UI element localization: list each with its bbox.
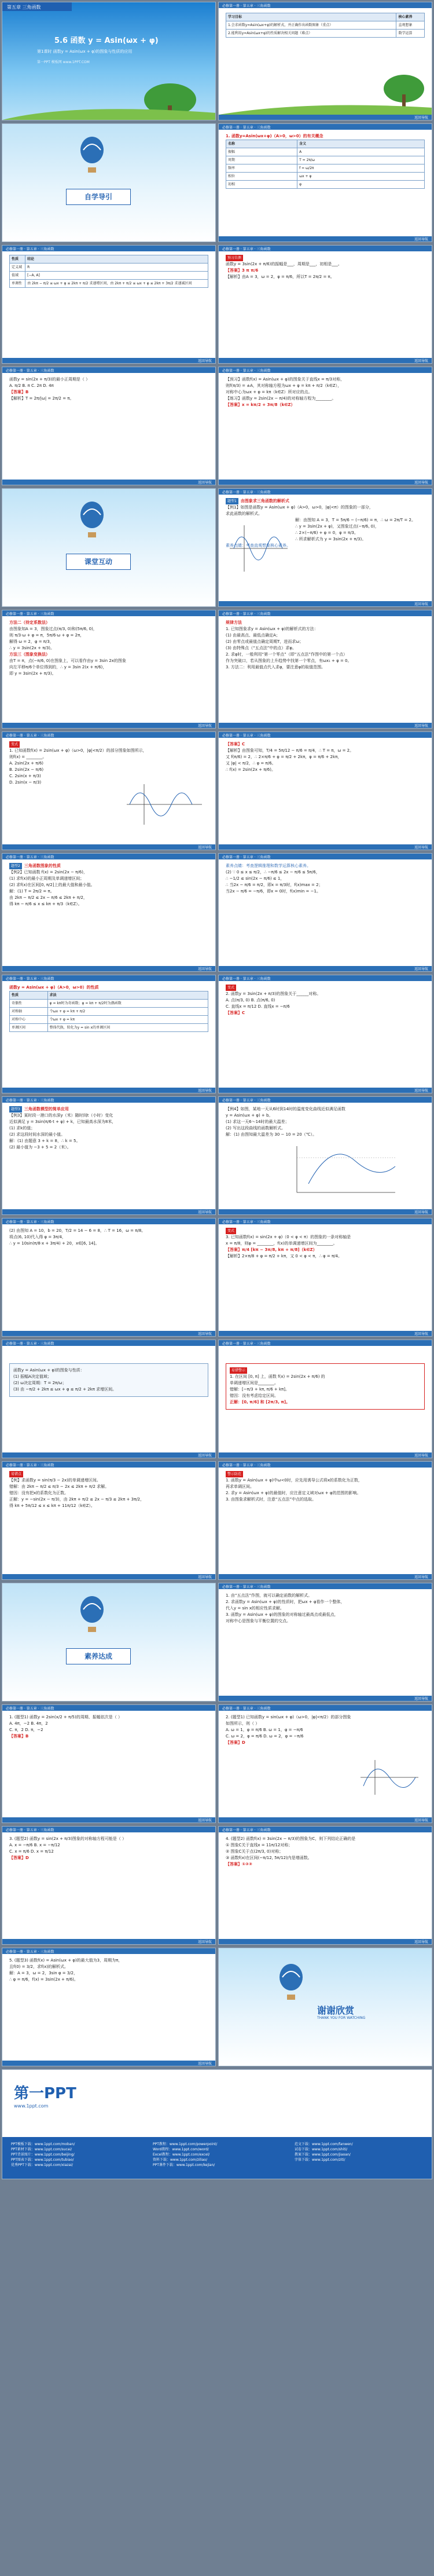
slide-exercise-5: 必修第一册 · 第五章 · 三角函数 5. (题型3) 函数f(x) = Asin(ωx + φ)的最大值为3，周期为π， 且f(0) = 3/2，求f(x)的解析式。 解：A = 3，ω = 2，3sin φ = 3/2， ∴ φ = π/6，f(x) = 3sin(2x + π/6)。 返回导航 (2, 1948, 216, 2066)
slide-warning-2: 必修第一册 · 第五章 · 三角函数 警示防范 1. 函数y = Asin(ωx + φ)中ω<0时，应先用诱导公式将x的系数化为正数， 再求单调区间。 2. 求y = Asin(ωx + φ)的最值时，应注意定义域对ωx + φ的范围的影响。 3. 由图象求解析式时，注意“五点法”中点的选取。 返回导航 (218, 1461, 432, 1580)
concept-title: 1. 函数y=Asin(ωx+φ)（A>0，ω>0）的有关概念 (226, 134, 323, 138)
link[interactable]: PPT背景图片：www.1ppt.com/beijing/ (11, 2153, 75, 2157)
chapter-label: 第五章 三角函数 (7, 5, 41, 10)
tree-landscape (219, 68, 432, 115)
slide-exercise-2: 必修第一册 · 第五章 · 三角函数 2. (题型1) 已知函数y = sin(ωx + φ)（ω>0，|φ|<π/2）的部分图象 如图所示，则（ ） A. ω = 1，φ = π/6 B. ω = 1，φ = −π/6 C. ω = 2，φ = π/6 D. ω = 2，φ = −π/6 【答案】D 返回导航 (218, 1704, 432, 1823)
slide-error-example: 必修第一册 · 第五章 · 三角函数 易错点 【例】求函数y = sin(π/3 − 2x)的单调递增区间。 错解：由 2kπ − π/2 ≤ π/3 − 2x ≤ 2kπ + π/2 求解。 错因：没有把x的系数化为正数。 正解：y = −sin(2x − π/3)，由 2kπ + π/2 ≤ 2x − π/3 ≤ 2kπ + 3π/2， 得 kπ + 5π/12 ≤ x ≤ kπ + 11π/12（k∈Z）。 返回导航 (2, 1461, 216, 1580)
slide-example-1-methods: 必修第一册 · 第五章 · 三角函数 方法二（待定系数法） 由图象知A = 3，图象过点(π/3, 0)和(5π/6, 0)， 则 π/3·ω + φ = π，5π/6·ω + φ = 2π， 解得 ω = 2，φ = π/3， ∴ y = 3sin(2x + π/3)。 方法三（图象变换法） 由T = π，点(−π/6, 0)在图象上，可以看作由y = 3sin 2x的图象 向左平移π/6个单位得到的，∴ y = 3sin 2(x + π/6)， 即 y = 3sin(2x + π/3)。 返回导航 (2, 610, 216, 729)
slide-exercise-3: 必修第一册 · 第五章 · 三角函数 3. (题型2) 函数y = sin(2x + π/3)图象的对称轴方程可能是（ ） A. x = −π/6 B. x = −π/12 C. x = π/6 D. x = π/12 【答案】D 返回导航 (2, 1826, 216, 1945)
slide-preview-check: 必修第一册 · 第五章 · 三角函数 预习自测 函数y = 3sin(2x + π/6)的振幅是___，周期是___，初相是___。 【答案】3 π π/6 【解析】由A = 3，ω = 2，φ = π/6，所以T = 2π/2 = π。 返回导航 (218, 245, 432, 364)
link-band (2, 2137, 432, 2179)
balloon-icon (78, 136, 106, 176)
slide-rules: 必修第一册 · 第五章 · 三角函数 规律方法 1. 已知图象求y = Asin(ωx + φ)的解析式的方法： (1) 由最高点、最低点确定A； (2) 由零点或最值点确定周期T，进而求ω； (3) 由特殊点（“五点法”中的点）求φ。 2. 求φ时，一般利用“第一个零点”（即“五点法”作图中的第一个点） 作为突破口，若从图象的上升趋势中找第一个零点，有ωx₁ + φ = 0。 3. 方法二：利用最值点代入求φ，要注意φ的取值范围。 返回导航 (218, 610, 432, 729)
slide-example-1: 必修第一册 · 第五章 · 三角函数 题型1 由图象求三角函数的解析式 【例1】如图是函数y = Asin(ωx + φ)（A>0，ω>0，|φ|<π）的图象的一部分， 求此函数的解析式。 解：由图知 A = 3，T = 5π/6 − (−π/6) = π，∴ ω = 2π/T = 2。 ∴ y = 3sin(2x + φ)，又图象过点(−π/6, 0)， ∴ 2×(−π/6) + φ = 0，φ = π/3。 ∴ 所求解析式为 y = 3sin(2x + π/3)。 素养点睛：考查直观想象核心素养。 返回导航 (218, 488, 432, 607)
link[interactable]: PPT图表下载：www.1ppt.com/tubiao/ (11, 2158, 74, 2162)
slide-variant-3: 必修第一册 · 第五章 · 三角函数 变式 3. 已知函数f(x) = sin(2x + φ)（0 < φ < π）的图象的一条对称轴是 x = π/8，则φ = ________，f(x)的单调递增区间为________。 【答案】π/4 [kπ − 3π/8, kπ + π/8]（k∈Z） 【解析】2×π/8 + φ = π/2 + kπ，又 0 < φ < π，∴ φ = π/4。 返回导航 (218, 1218, 432, 1337)
link[interactable]: Excel教程：www.1ppt.com/excel/ (153, 2153, 210, 2157)
slide-summary: 必修第一册 · 第五章 · 三角函数 1. 由“五点法”作图，就可以确定函数的解析式。 2. 求函数y = Asin(ωx + φ)的性质时，把ωx + φ看作一个整体， 代入y = sin x的相应性质求解。 3. 函数y = Asin(ωx + φ)的图象的对称轴过最高点或最低点， 对称中心是图象与平衡位置的交点。 返回导航 (218, 1583, 432, 1702)
slide-example-2-cont: 必修第一册 · 第五章 · 三角函数 素养点睛：考查逻辑推理和数学运算核心素养。 (2) ∵ 0 ≤ x ≤ π/2，∴ −π/6 ≤ 2x − π/6 ≤ 5π/6， ∴ −1/2 ≤ sin(2x − π/6) ≤ 1， ∴ 当2x − π/6 = π/2，即x = π/3时，f(x)max = 2； 当2x − π/6 = −π/6，即x = 0时，f(x)min = −1。 返回导航 (218, 853, 432, 972)
slide-example-4-cont: 必修第一册 · 第五章 · 三角函数 (2) 由图知 A = 10，b = 20，T/2 = 14 − 6 = 8，∴ T = 16，ω = π/8。 将点(6, 10)代入得 φ = 3π/4， ∴ y = 10sin(π/8·x + 3π/4) + 20，x∈[6, 14]。 返回导航 (2, 1218, 216, 1337)
slide-properties: 必修第一册 · 第五章 · 三角函数 性质 结论 定义域 R 值域 [−A, A] 单调性 由 2kπ − π/2 ≤ ωx + φ ≤ 2kπ + π/2 求递增区间，由 2kπ + π/2 ≤ ωx + φ ≤ 2kπ + 3π/2 求递减区间 返回导航 (2, 245, 216, 364)
slide-brand (2, 2069, 432, 2179)
slide-preview-3: 必修第一册 · 第五章 · 三角函数 【预习】函数f(x) = Asin(ωx + φ)的图象关于直线x = π/3对称， 则f(π/3) = ±A，其对称轴方程为ωx + φ = kπ + π/2（k∈Z）， 对称中心为ωx + φ = kπ（k∈Z）所对应的点。 【练习】函数y = 2sin(2x − π/4)的对称轴方程为________。 【答案】x = kπ/2 + 3π/8（k∈Z） 返回导航 (218, 367, 432, 485)
link[interactable]: 资料下载：www.1ppt.com/ziliao/ (153, 2158, 208, 2162)
slide-example-3: 必修第一册 · 第五章 · 三角函数 题型3 三角函数模型的简单应用 【例3】某时段一港口的水深y（米）随时间t（小时）变化 近似满足 y = 3sin(π/6·t + φ) + k，已知最高水深为8米， (1) 求k的值； (2) 求这段时间水深的最小值。 解：(1) 由题意 3 + k = 8，∴ k = 5。 (2) 最小值为 −3 + 5 = 2（米）。 返回导航 (2, 1096, 216, 1215)
sine-graph (227, 522, 290, 575)
balloon-icon (277, 1963, 306, 2003)
slide-example-2: 必修第一册 · 第五章 · 三角函数 题型2 三角函数图象的性质 【例2】已知函数 f(x) = 2sin(2x − π/6)， (1) 求f(x)的最小正周期及单调递增区间； (2) 求f(x)在区间[0, π/2]上的最大值和最小值。 解：(1) T = 2π/2 = π。 由 2kπ − π/2 ≤ 2x − π/6 ≤ 2kπ + π/2， 得 kπ − π/6 ≤ x ≤ kπ + π/3（k∈Z）。 返回导航 (2, 853, 216, 972)
slide-properties-table: 必修第一册 · 第五章 · 三角函数 函数y = Asin(ωx + φ)（A>0，ω>0）的性质 性质 求法 奇偶性 φ = kπ时为奇函数；φ = kπ + π/2时为偶函数 对称轴 令ωx + φ = kπ + π/2 对称中心 令ωx + φ = kπ 单调区间 整体代换，转化为y = sin x的单调区间 返回导航 (2, 975, 216, 1093)
thanks-title: 谢谢欣赏 (317, 2005, 355, 2016)
link[interactable]: 范文下载：www.1ppt.com/fanwen/ (295, 2142, 353, 2146)
slide-variant-1: 必修第一册 · 第五章 · 三角函数 变式 1. 已知函数f(x) = 2sin(ωx + φ)（ω>0，|φ|<π/2）的部分图象如图所示， 则f(x) = ________。 A. 2sin(2x + π/6) B. 2sin(2x − π/6) C. 2sin(x + π/3) D. 2sin(x − π/3) 返回导航 (2, 731, 216, 850)
concept-table: 名称 含义 振幅 A 周期 T = 2π/ω 频率 f = ω/2π 相位 ωx + φ 初相 φ (226, 140, 425, 189)
balloon-icon (78, 1595, 106, 1635)
slide-title (2, 2, 216, 120)
slide-section-ketang (2, 488, 216, 607)
slide-objectives: 必修第一册 · 第五章 · 三角函数 学习目标 核心素养 1.会求函数y=Asin(ωx+φ)的解析式，并正确作出函数图象（重点） 直观想象 2.能利用y=Asin(ωx+φ)的性质解决相关问题（难点） 数学运算 返回导航 (218, 2, 432, 120)
props-summary-table: 性质 求法 奇偶性 φ = kπ时为奇函数；φ = kπ + π/2时为偶函数 对称轴 令ωx + φ = kπ + π/2 对称中心 令ωx + φ = kπ 单调区间 整体代换，转化为y = sin x的单调区间 (9, 991, 208, 1032)
section-label: 自学导引 (66, 189, 131, 205)
properties-table: 性质 结论 定义域 R 值域 [−A, A] 单调性 由 2kπ − π/2 ≤ ωx + φ ≤ 2kπ + π/2 求递增区间，由 2kπ + π/2 ≤ ωx + φ ≤ 2kπ + 3π/2 求递减区间 (9, 255, 208, 288)
site-label: 第一PPT 模板网 www.1PPT.COM (37, 60, 90, 64)
subsection-title: 第1课时 函数y = Asin(ωx + φ)的图象与性质的应用 (37, 49, 133, 54)
slide-exercise-1: 必修第一册 · 第五章 · 三角函数 1. (题型1) 函数y = 2sin(x/2 + π/5)的周期、振幅依次是（ ） A. 4π，−2 B. 4π，2 C. π，2 D. π，−2 【答案】B 返回导航 (2, 1704, 216, 1823)
wave-graph (124, 781, 205, 828)
link[interactable]: PPT模板下载：www.1ppt.com/moban/ (11, 2142, 75, 2146)
slide-example-4: 必修第一册 · 第五章 · 三角函数 【例4】如图，某地一天从6时到14时的温度变化曲线近似满足函数 y = Asin(ωx + φ) + b。 (1) 求这一天6～14时的最大温差； (2) 写出这段曲线的函数解析式。 解：(1) 由图知最大温差为 30 − 10 = 20（℃）。 返回导航 (218, 1096, 432, 1215)
balloon-icon (78, 500, 106, 541)
slide-preview-2: 必修第一册 · 第五章 · 三角函数 函数y = sin(2x + π/3)的最小正周期是（ ） A. π/2 B. π C. 2π D. 4π 【答案】B 【解析】T = 2π/|ω| = 2π/2 = π。 返回导航 (2, 367, 216, 485)
slide-summary-note: 必修第一册 · 第五章 · 三角函数 函数y = Asin(ωx + φ)的图象与性质： (1) 振幅A决定值域； (2) ω决定周期：T = 2π/ω； (3) 由 −π/2 + 2kπ ≤ ωx + φ ≤ π/2 + 2kπ 求增区间。 返回导航 (2, 1340, 216, 1458)
link[interactable]: Word教程：www.1ppt.com/word/ (153, 2147, 209, 2151)
brand-url: www.1ppt.com (14, 2103, 49, 2109)
tree-landscape (2, 79, 216, 120)
slide-exercise-4: 必修第一册 · 第五章 · 三角函数 4. (题型2) 函数f(x) = 3sin(2x − π/3)的图象为C，则下列结论正确的是 ① 图象C关于直线x = 11π/12对称； ② 图象C关于点(2π/3, 0)对称； ③ 函数f(x)在区间(−π/12, 5π/12)内是增函数。 【答案】①②③ 返回导航 (218, 1826, 432, 1945)
slide-section-zixue (2, 123, 216, 242)
slide-concepts: 必修第一册 · 第五章 · 三角函数 1. 函数y=Asin(ωx+φ)（A>0，ω>0）的有关概念 名称 含义 振幅 A 周期 T = 2π/ω 频率 f = ω/2π 相位 ωx + φ 初相 φ 返回导航 (218, 123, 432, 242)
brand-logo: 第一PPT (14, 2085, 76, 2102)
exercise-graph (358, 1757, 421, 1798)
section-title: 5.6 函数 y = Asin(ωx + φ) (54, 36, 159, 45)
slide-warning-1: 必修第一册 · 第五章 · 三角函数 易错警示 1. 在区间 [0, π] 上，函数 f(x) = 2sin(2x + π/6) 的 单调递增区间是________。 错解：[−π/3 + kπ, π/6 + kπ]。 错因：没有考虑给定区间。 正解：[0, π/6] 和 [2π/3, π]。 返回导航 (218, 1340, 432, 1458)
slide-variant-1-answer: 必修第一册 · 第五章 · 三角函数 【答案】C 【解析】由图象可知，T/4 = 5π/12 − π/6 = π/4，∴ T = π，ω = 2。 又 f(π/6) = 2，∴ 2×π/6 + φ = π/2 + 2kπ，φ = π/6 + 2kπ， 又 |φ| < π/2，∴ φ = π/6。 ∴ f(x) = 2sin(2x + π/6)。 返回导航 (218, 731, 432, 850)
link[interactable]: 试卷下载：www.1ppt.com/shiti/ (295, 2147, 348, 2151)
link[interactable]: 教案下载：www.1ppt.com/jiaoan/ (295, 2153, 351, 2157)
temperature-graph (288, 1143, 398, 1198)
link[interactable]: 字体下载：www.1ppt.com/ziti/ (295, 2158, 345, 2162)
link[interactable]: PPT教程：www.1ppt.com/powerpoint/ (153, 2142, 218, 2146)
section-label: 素养达成 (66, 1648, 131, 1664)
slide-variant-2: 必修第一册 · 第五章 · 三角函数 变式 2. 函数y = 3sin(2x + π/3)的图象关于______对称。 A. 点(π/3, 0) B. 点(π/6, 0) C. 直线x = π/12 D. 直线x = −π/6 【答案】C 返回导航 (218, 975, 432, 1093)
thanks-subtitle: THANK YOU FOR WATCHING (317, 2016, 366, 2020)
slide-thanks (218, 1948, 432, 2066)
link[interactable]: 优秀PPT下载：www.1ppt.com/xiazai/ (11, 2163, 73, 2167)
objectives-table: 学习目标 核心素养 1.会求函数y=Asin(ωx+φ)的解析式，并正确作出函数图象（重点） 直观想象 2.能利用y=Asin(ωx+φ)的性质解决相关问题（难点） 数学运算 (226, 13, 425, 38)
slide-section-suyang (2, 1583, 216, 1702)
section-label: 课堂互动 (66, 554, 131, 570)
link[interactable]: PPT课件下载：www.1ppt.com/kejian/ (153, 2163, 215, 2167)
link[interactable]: PPT素材下载：www.1ppt.com/sucai/ (11, 2147, 72, 2151)
